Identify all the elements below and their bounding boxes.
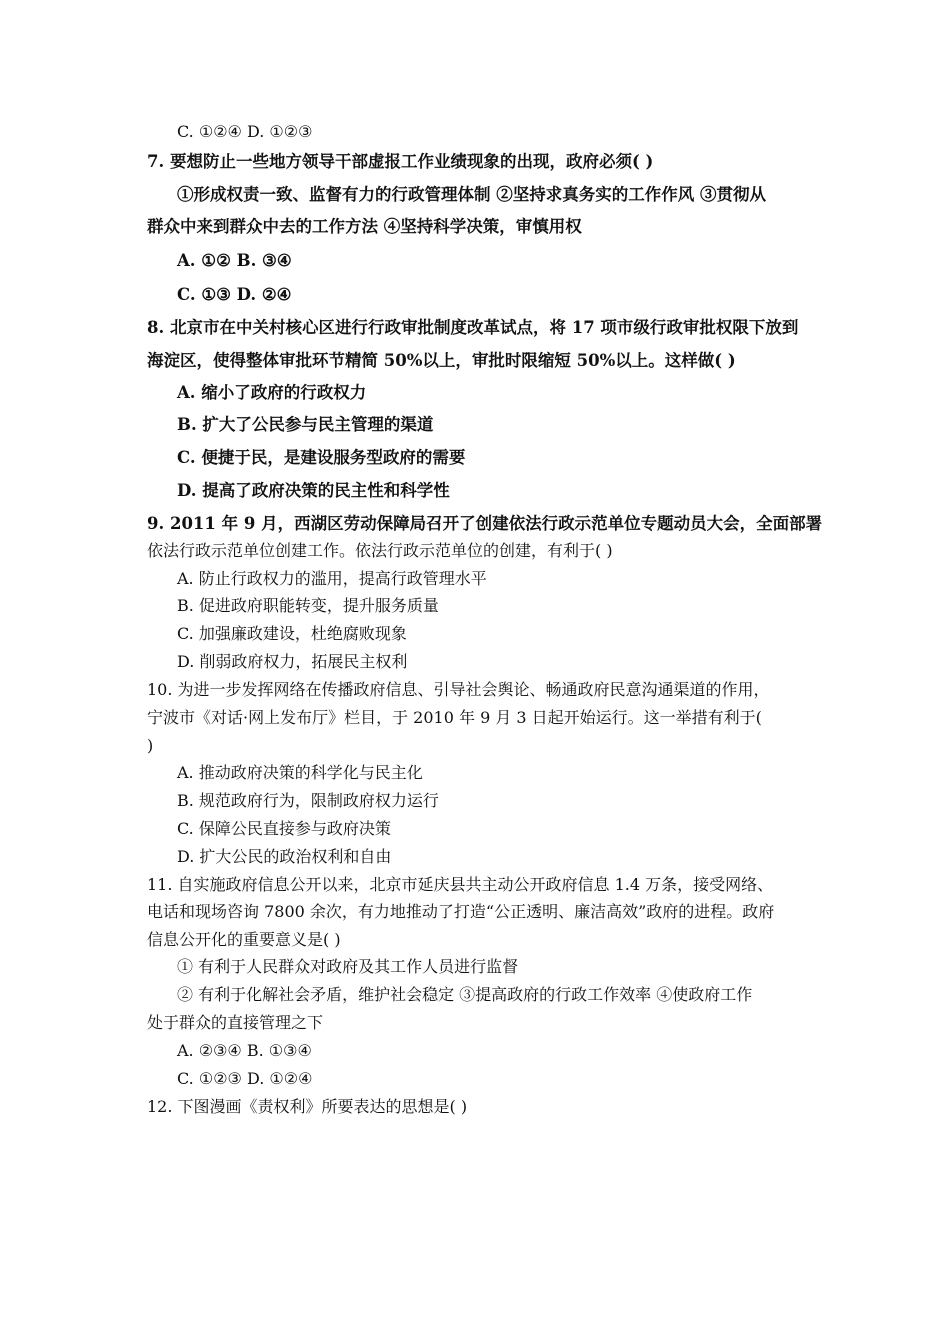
q7-options-ab: A. ①② B. ③④ [177, 251, 292, 270]
q10-option-d: D. 扩大公民的政治权利和自由 [177, 847, 392, 866]
q11-stem-line1: 11. 自实施政府信息公开以来，北京市延庆县共主动公开政府信息 1.4 万条，接受网络、 [147, 875, 774, 894]
q7-statements-line1: ①形成权责一致、监督有力的行政管理体制 ②坚持求真务实的工作作风 ③贯彻从 [177, 185, 766, 204]
q11-options-cd: C. ①②③ D. ①②④ [177, 1069, 313, 1088]
q9-option-b: B. 促进政府职能转变，提升服务质量 [177, 596, 439, 615]
q9-option-c: C. 加强廉政建设，杜绝腐败现象 [177, 624, 407, 643]
q9-stem-line1: 9. 2011 年 9 月，西湖区劳动保障局召开了创建依法行政示范单位专题动员大会，全面部署 [147, 514, 823, 533]
q9-stem-line2: 依法行政示范单位创建工作。依法行政示范单位的创建，有利于( ) [147, 541, 613, 560]
q9-option-a: A. 防止行政权力的滥用，提高行政管理水平 [177, 569, 487, 588]
q7-options-cd: C. ①③ D. ②④ [177, 285, 292, 304]
q8-stem-line2: 海淀区，使得整体审批环节精简 50%以上，审批时限缩短 50%以上。这样做( ) [147, 351, 736, 370]
q10-stem-line2: 宁波市《对话·网上发布厅》栏目，于 2010 年 9 月 3 日起开始运行。这一举措有利于( [147, 708, 762, 727]
q7-statements-line2: 群众中来到群众中去的工作方法 ④坚持科学决策，审慎用权 [147, 217, 582, 236]
q12-stem: 12. 下图漫画《责权利》所要表达的思想是( ) [147, 1097, 468, 1116]
q10-option-c: C. 保障公民直接参与政府决策 [177, 819, 391, 838]
q11-stem-line2: 电话和现场咨询 7800 余次，有力地推动了打造“公正透明、廉洁高效”政府的进程。政府 [147, 902, 775, 921]
q8-option-a: A. 缩小了政府的行政权力 [177, 383, 367, 402]
q10-option-b: B. 规范政府行为，限制政府权力运行 [177, 791, 439, 810]
q8-stem-line1: 8. 北京市在中关村核心区进行行政审批制度改革试点，将 17 项市级行政审批权限下放到 [147, 318, 799, 337]
q8-option-c: C. 便捷于民，是建设服务型政府的需要 [177, 448, 466, 467]
q10-stem-line3: ) [147, 736, 154, 755]
q11-stem-line3: 信息公开化的重要意义是( ) [147, 930, 341, 949]
q11-statement-1: ① 有利于人民群众对政府及其工作人员进行监督 [177, 957, 519, 976]
q11-statements-2-4: ② 有利于化解社会矛盾，维护社会稳定 ③提高政府的行政工作效率 ④使政府工作 [177, 985, 753, 1004]
q10-stem-line1: 10. 为进一步发挥网络在传播政府信息、引导社会舆论、畅通政府民意沟通渠道的作用， [147, 680, 770, 699]
q6-options-cd: C. ①②④ D. ①②③ [177, 122, 313, 141]
q11-options-ab: A. ②③④ B. ①③④ [177, 1041, 312, 1060]
q8-option-b: B. 扩大了公民参与民主管理的渠道 [177, 415, 434, 434]
q8-option-d: D. 提高了政府决策的民主性和科学性 [177, 481, 450, 500]
q9-option-d: D. 削弱政府权力，拓展民主权利 [177, 652, 408, 671]
q10-option-a: A. 推动政府决策的科学化与民主化 [177, 763, 423, 782]
q7-stem: 7. 要想防止一些地方领导干部虚报工作业绩现象的出现，政府必须( ) [147, 152, 654, 171]
q11-statements-cont: 处于群众的直接管理之下 [147, 1013, 324, 1032]
